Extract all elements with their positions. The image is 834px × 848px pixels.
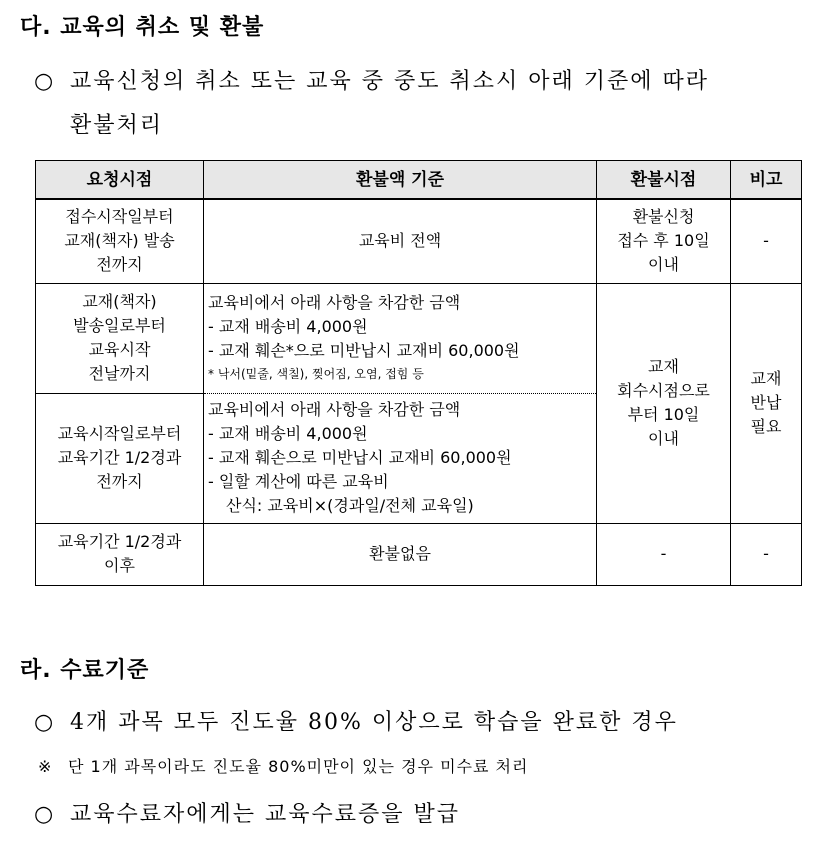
- request-time-cell: 접수시작일부터 교재(책자) 발송 전까지: [36, 199, 204, 283]
- circle-bullet-icon: ○: [34, 69, 56, 94]
- table-row: [36, 283, 802, 393]
- table-row: [36, 199, 802, 283]
- refund-criteria-cell: 환불없음: [204, 523, 597, 585]
- refund-time-cell: 환불신청 접수 후 10일 이내: [597, 199, 731, 283]
- note-text: 단 1개 과목이라도 진도율 80%미만이 있는 경우 미수료 처리: [68, 757, 529, 776]
- circle-bullet-icon: ○: [34, 802, 56, 827]
- section-da-heading: 다. 교육의 취소 및 환불: [20, 15, 265, 40]
- note-cell: -: [731, 523, 802, 585]
- section-da-bullet-continuation: 환불처리: [70, 113, 164, 138]
- refund-criteria-cell: 교육비에서 아래 사항을 차감한 금액 - 교재 배송비 4,000원 - 교재 훼손*으로 미반납시 교재비 60,000원 * 낙서(밑줄, 색칠), 찢어짐, 오염, 접힘 등: [204, 283, 597, 393]
- circle-bullet-icon: ○: [34, 710, 56, 735]
- refund-table: [35, 160, 802, 586]
- note-cell-merged: 교재 반납 필요: [731, 283, 802, 523]
- footnote-text: * 낙서(밑줄, 색칠), 찢어짐, 오염, 접힘 등: [208, 367, 424, 381]
- section-ra-bullet-2: [34, 797, 460, 828]
- request-time-cell: 교육기간 1/2경과 이후: [36, 523, 204, 585]
- bullet-text: 교육수료자에게는 교육수료증을 발급: [70, 802, 461, 827]
- section-ra-bullet-1: [34, 705, 678, 736]
- note-cell: -: [731, 199, 802, 283]
- header-note: 비고: [731, 161, 802, 200]
- header-request-time: 요청시점: [36, 161, 204, 200]
- refund-criteria-cell: 교육비 전액: [204, 199, 597, 283]
- refund-time-cell: -: [597, 523, 731, 585]
- section-da-bullet: [34, 64, 709, 95]
- refund-time-cell-merged: 교재 회수시점으로 부터 10일 이내: [597, 283, 731, 523]
- bullet-text: 교육신청의 취소 또는 교육 중 중도 취소시 아래 기준에 따라: [70, 69, 709, 94]
- section-ra-heading: 라. 수료기준: [20, 658, 150, 683]
- header-refund-time: 환불시점: [597, 161, 731, 200]
- section-ra-note: [38, 754, 528, 777]
- refund-criteria-cell: 교육비에서 아래 사항을 차감한 금액 - 교재 배송비 4,000원 - 교재 훼손으로 미반납시 교재비 60,000원 - 일할 계산에 따른 교육비 산식: 교육비×(경과일/전체 교육일): [204, 393, 597, 523]
- table-row: [36, 523, 802, 585]
- request-time-cell: 교재(책자) 발송일로부터 교육시작 전날까지: [36, 283, 204, 393]
- reference-mark-icon: ※: [38, 757, 53, 776]
- request-time-cell: 교육시작일로부터 교육기간 1/2경과 전까지: [36, 393, 204, 523]
- header-refund-criteria: 환불액 기준: [204, 161, 597, 200]
- bullet-text: 4개 과목 모두 진도율 80% 이상으로 학습을 완료한 경우: [70, 710, 678, 735]
- table-header-row: [36, 161, 802, 200]
